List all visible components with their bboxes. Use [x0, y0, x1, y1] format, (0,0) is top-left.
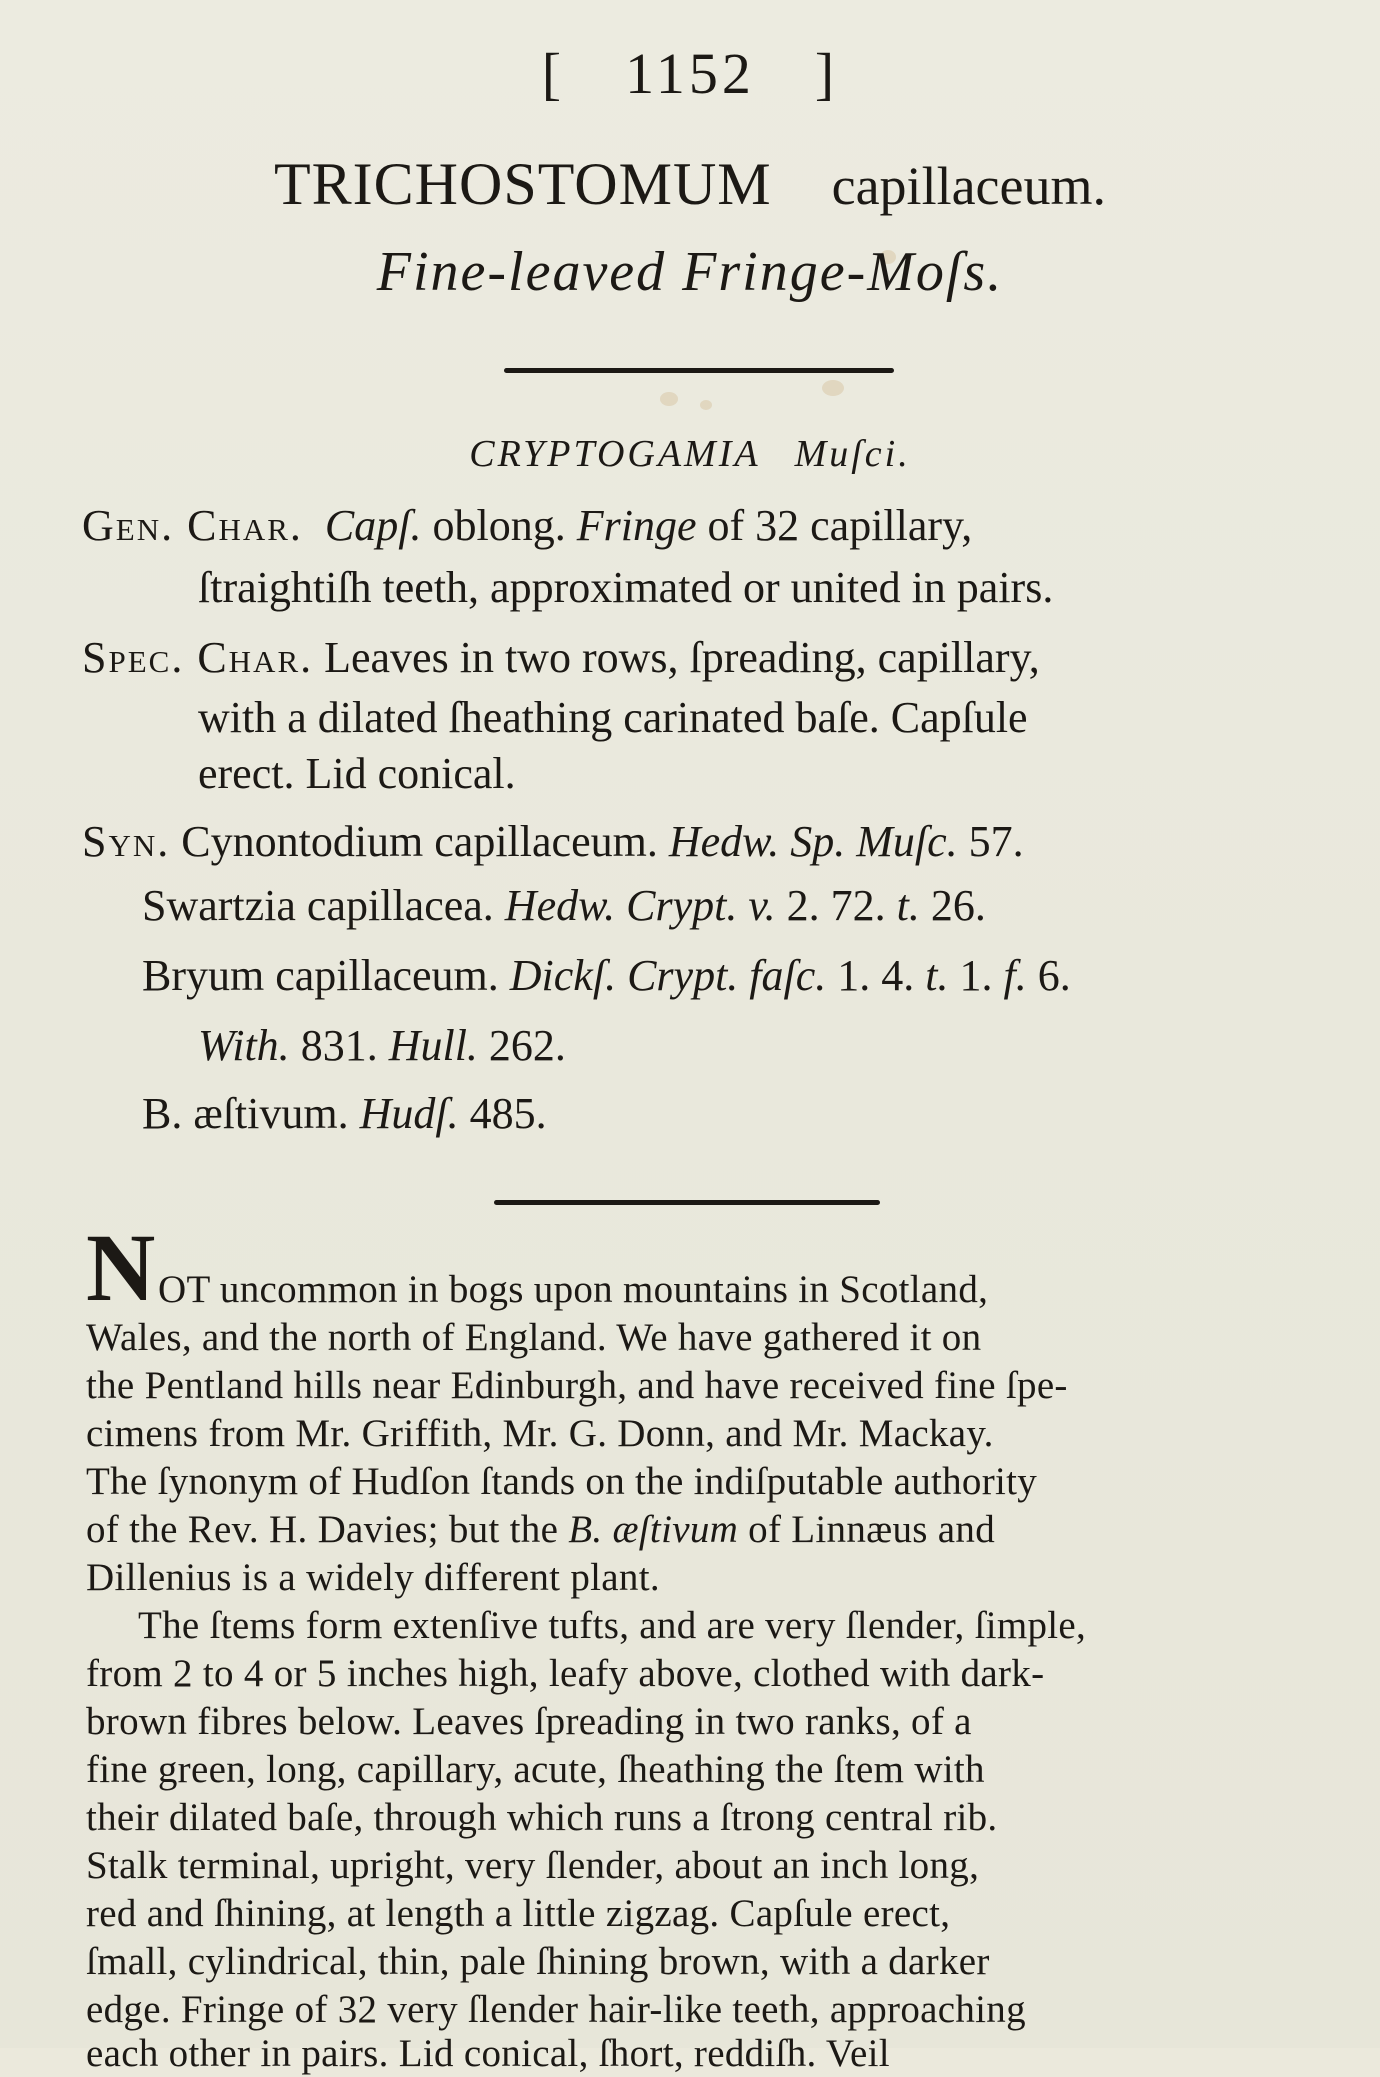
- bracket-close: ]: [814, 41, 839, 106]
- class-name: CRYPTOGAMIA: [469, 433, 761, 475]
- paragraph-2-line-9: edge. Fringe of 32 very ſlender hair-like teeth, approaching: [86, 1988, 1026, 2031]
- common-name: Fine-leaved Fringe-Moſs.: [376, 241, 1004, 303]
- paragraph-1-line-3: the Pentland hills near Edinburgh, and have received fine ſpe-: [86, 1364, 1068, 1407]
- paragraph-2-line-1: The ſtems form extenſive tufts, and are very ſlender, ſimple,: [138, 1604, 1087, 1647]
- spec-char-line-1: Spec. Char. Leaves in two rows, ſpreading, capillary,: [82, 633, 1040, 682]
- paragraph-2-line-2: from 2 to 4 or 5 inches high, leafy above, clothed with dark-: [86, 1652, 1045, 1695]
- page-number-header: [0, 40, 1380, 107]
- paragraph-2-line-5: their dilated baſe, through which runs a ſtrong central rib.: [86, 1796, 998, 1839]
- foxing-stain: [700, 400, 712, 410]
- synonym-line-3: Bryum capillaceum. Dickſ. Crypt. faſc. 1. 4. t. 1. f. 6.: [142, 951, 1071, 1000]
- paragraph-1-line-2: Wales, and the north of England. We have gathered it on: [86, 1316, 982, 1359]
- synonym-line-2: Swartzia capillacea. Hedw. Crypt. v. 2. 72. t. 26.: [142, 881, 986, 930]
- bracket-open: [: [541, 41, 566, 106]
- paragraph-1-line-6: of the Rev. H. Davies; but the B. æſtivum of Linnæus and: [86, 1508, 995, 1551]
- spec-char-line-3: erect. Lid conical.: [198, 749, 516, 798]
- paragraph-1-line-5: The ſynonym of Hudſon ſtands on the indiſputable authority: [86, 1460, 1038, 1503]
- genus-name: TRICHOSTOMUM: [274, 151, 772, 217]
- spec-char-label: Spec. Char.: [82, 633, 314, 682]
- synonym-line-5: B. æſtivum. Hudſ. 485.: [142, 1089, 547, 1138]
- foxing-stain: [660, 392, 678, 406]
- paragraph-2-line-7: red and ſhining, at length a little zigzag. Capſule erect,: [86, 1892, 951, 1935]
- paragraph-1-line-7: Dillenius is a widely different plant.: [86, 1556, 660, 1599]
- syn-label: Syn.: [82, 817, 171, 866]
- synonym-line-1: Syn. Cynontodium capillaceum. Hedw. Sp. Muſc. 57.: [82, 817, 1024, 866]
- paragraph-2-line-3: brown fibres below. Leaves ſpreading in two ranks, of a: [86, 1700, 972, 1743]
- paragraph-1-line-4: cimens from Mr. Griffith, Mr. G. Donn, and Mr. Mackay.: [86, 1412, 994, 1455]
- gen-char-label: Gen. Char.: [82, 501, 303, 550]
- species-name: capillaceum.: [831, 156, 1106, 216]
- paragraph-2-line-8: ſmall, cylindrical, thin, pale ſhining brown, with a darker: [86, 1940, 990, 1983]
- paragraph-2-line-4: fine green, long, capillary, acute, ſheathing the ſtem with: [86, 1748, 985, 1791]
- gen-char-line-1: Gen. Char. Capſ. oblong. Fringe of 32 capillary,: [82, 501, 973, 550]
- paragraph-1-line-1: OT uncommon in bogs upon mountains in Scotland,: [158, 1268, 989, 1311]
- order-name: Muſci.: [794, 433, 911, 475]
- gen-char-line-2: ſtraightiſh teeth, approximated or united in pairs.: [198, 563, 1054, 612]
- classification: [0, 432, 1380, 476]
- foxing-stain: [822, 380, 844, 396]
- paragraph-2-line-10: each other in pairs. Lid conical, ſhort, reddiſh. Veil: [86, 2032, 890, 2075]
- spec-char-line-2: with a dilated ſheathing carinated baſe. Capſule: [198, 693, 1028, 742]
- synonym-line-4: With. 831. Hull. 262.: [198, 1021, 566, 1070]
- species-title: [0, 150, 1380, 219]
- paragraph-2-line-6: Stalk terminal, upright, very ſlender, about an inch long,: [86, 1844, 980, 1887]
- top-divider: [504, 368, 894, 373]
- page-number: 1152: [625, 41, 755, 106]
- drop-cap: N: [86, 1214, 156, 1321]
- middle-divider: [494, 1200, 880, 1205]
